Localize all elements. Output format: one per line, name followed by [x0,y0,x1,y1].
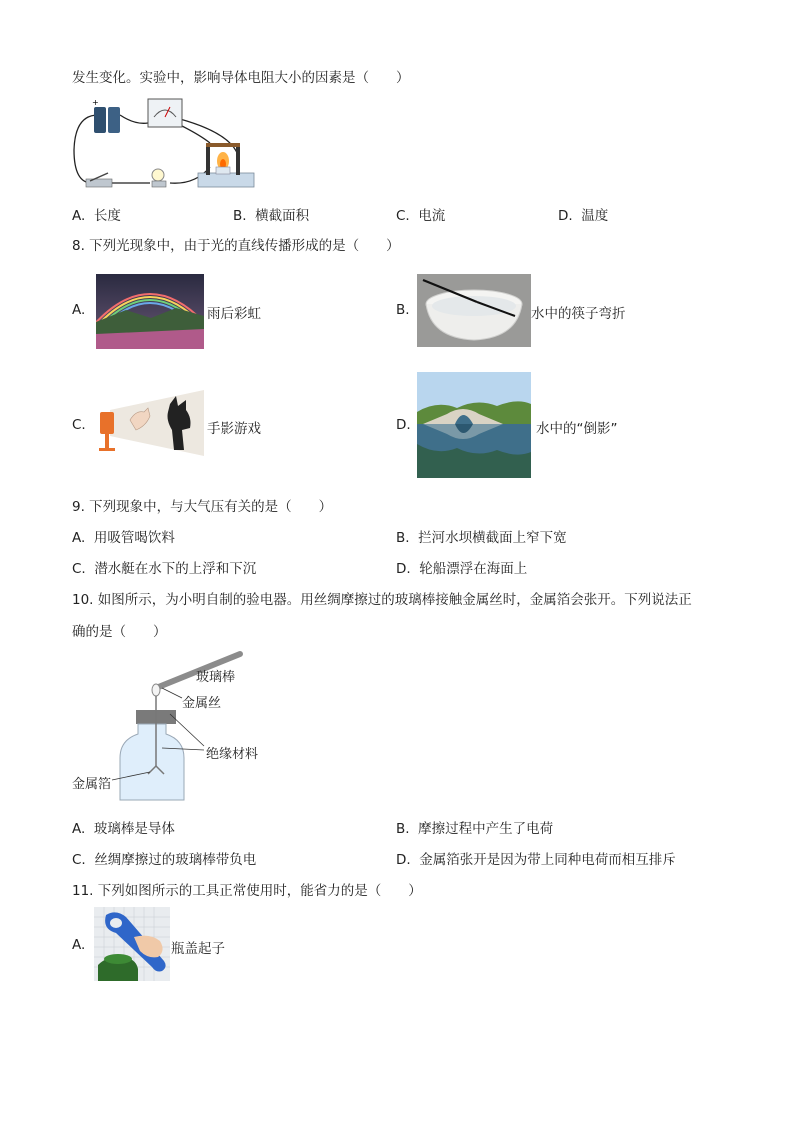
option-text: 长度 [93,208,121,224]
option-letter: D. [558,208,573,224]
q10-stem-line2: 确的是（ ） [72,624,167,640]
bowl-chopsticks-photo [417,274,531,347]
option-text: 横截面积 [255,208,310,224]
q7-option-d[interactable] [558,204,608,224]
bridge-reflection-photo [417,372,531,478]
option-text: 拦河水坝横截面上窄下宽 [418,530,567,546]
option-letter: C. [396,208,410,224]
q8-option-d-letter[interactable]: D. [396,417,411,433]
option-text: 潜水艇在水下的上浮和下沉 [94,561,257,577]
q8-option-d-caption: 水中的“倒影” [536,421,618,437]
label-metal-foil: 金属箔 [72,777,112,792]
q9-option-d[interactable] [396,557,527,577]
option-text: 用吸管喝饮料 [93,530,175,546]
q10-option-a[interactable] [72,817,175,837]
q9-option-c[interactable] [72,557,256,577]
bottle-opener-photo [94,907,170,981]
option-letter: A. [72,208,86,224]
option-letter: C. [72,561,86,577]
hand-shadow-illustration [96,390,204,456]
q8-option-c-letter[interactable]: C. [72,417,86,433]
q8-stem: 8. 下列光现象中，由于光的直线传播形成的是（ ） [72,238,400,254]
q9-option-b[interactable] [396,526,567,546]
q8-option-c-caption: 手影游戏 [207,421,261,437]
option-text: 金属箔张开是因为带上同种电荷而相互排斥 [419,852,676,868]
option-text: 温度 [581,208,609,224]
q10-stem-line1: 10. 如图所示，为小明自制的验电器。用丝绸摩擦过的玻璃棒接触金属丝时，金属箔会张开。下列说法正 [72,592,692,608]
option-letter: D. [396,852,411,868]
q8-option-b-letter[interactable]: B. [396,302,410,318]
option-text: 电流 [418,208,446,224]
option-text: 玻璃棒是导体 [93,821,175,837]
label-insulating-material: 绝缘材料 [206,747,259,762]
q7-option-a[interactable] [72,204,121,224]
q11-stem: 11. 下列如图所示的工具正常使用时，能省力的是（ ） [72,883,422,899]
q9-option-a[interactable] [72,526,175,546]
q7-option-c[interactable] [396,204,445,224]
option-text: 丝绸摩擦过的玻璃棒带负电 [94,852,257,868]
circuit-figure [70,95,260,193]
q9-stem: 9. 下列现象中，与大气压有关的是（ ） [72,499,333,515]
q7-option-b[interactable] [233,204,309,224]
option-letter: B. [233,208,247,224]
option-text: 摩擦过程中产生了电荷 [418,821,554,837]
option-text: 轮船漂浮在海面上 [419,561,528,577]
svg-text:+: + [92,98,99,107]
q8-option-a-letter[interactable]: A. [72,302,86,318]
q10-option-d[interactable] [396,848,676,868]
label-glass-rod: 玻璃棒 [196,670,236,685]
q8-option-a-caption: 雨后彩虹 [207,306,261,322]
option-letter: C. [72,852,86,868]
q10-option-b[interactable] [396,817,553,837]
q7-stem-continuation: 发生变化。实验中，影响导体电阻大小的因素是（ ） [72,70,410,86]
q10-option-c[interactable] [72,848,256,868]
option-letter: B. [396,821,410,837]
option-letter: B. [396,530,410,546]
q11-option-a-caption: 瓶盖起子 [171,941,225,957]
label-metal-wire: 金属丝 [182,696,222,711]
q8-option-b-caption: 水中的筷子弯折 [531,306,626,322]
option-letter: D. [396,561,411,577]
q11-option-a-letter[interactable]: A. [72,937,86,953]
option-letter: A. [72,821,86,837]
rainbow-photo [96,274,204,349]
option-letter: A. [72,530,86,546]
